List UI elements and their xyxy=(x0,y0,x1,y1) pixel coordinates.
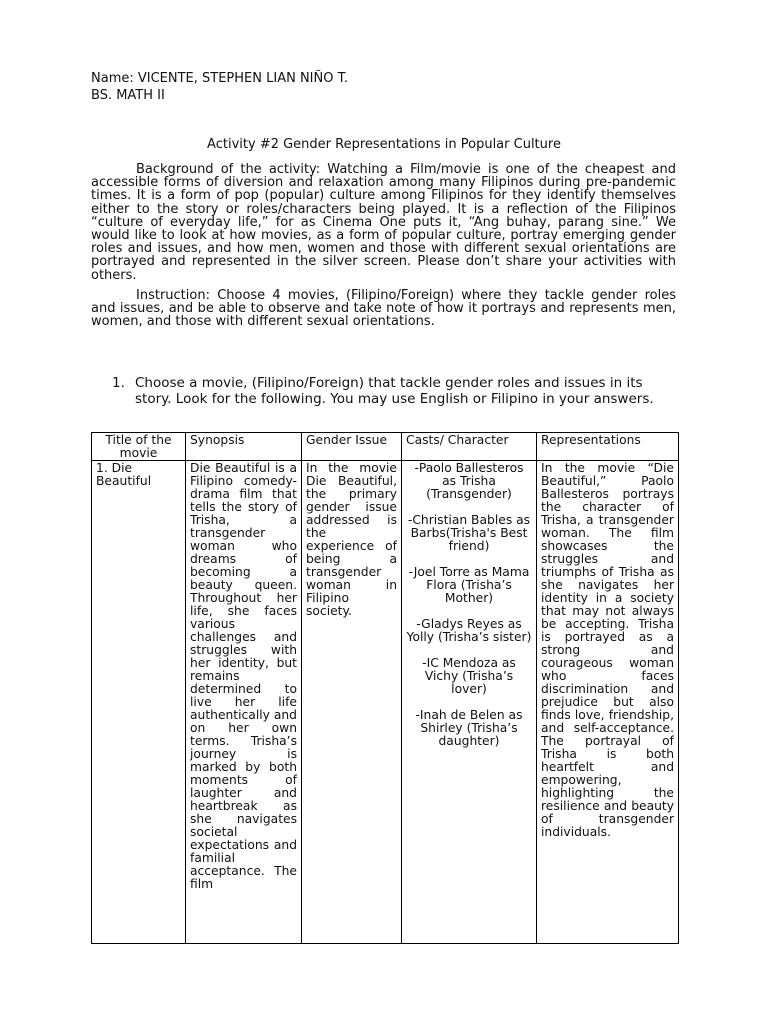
table-row xyxy=(92,461,679,944)
student-name: Name: VICENTE, STEPHEN LIAN NIÑO T. xyxy=(91,71,349,86)
cell-synopsis xyxy=(186,461,302,944)
cast-entry: -Gladys Reyes as Yolly (Trisha’s sister) xyxy=(406,617,532,644)
movie-table xyxy=(91,432,679,944)
header-casts: Casts/ Character xyxy=(402,433,537,461)
cast-entry: -Paolo Ballesteros as Trisha (Transgender) xyxy=(414,462,524,501)
movie-title: 1. Die Beautiful xyxy=(96,462,152,488)
question-text: Choose a movie, (Filipino/Foreign) that tackle gender roles and issues in its story. Look for the following. You may use English or Filipino in your answers. xyxy=(135,375,654,407)
header-synopsis: Synopsis xyxy=(186,433,302,461)
background-paragraph: Background of the activity: Watching a Film/movie is one of the cheapest and accessible forms of diversion and relaxation among many Filipinos during pre-pandemic times. It is a form of pop (popular) culture among Filipinos for they identify themselves either to the story or roles/characters being played. It is a reflection of the Filipinos “culture of everyday life,” for as Cinema One puts it, “Ang buhay, parang sine.” We would like to look at how movies, as a form of popular culture, portray emerging gender roles and issues, and how men, women and those with different sexual orientations are portrayed and represented in the silver screen. Please don’t share your activities with others. xyxy=(91,162,676,283)
cast-entry: -Inah de Belen as Shirley (Trisha’s daughter) xyxy=(415,708,523,748)
cell-title xyxy=(92,461,186,944)
table-header-row xyxy=(92,433,679,461)
student-course: BS. MATH II xyxy=(91,88,165,103)
cell-gender-issue xyxy=(302,461,402,944)
header-title: Title of the movie xyxy=(92,433,186,461)
representations-text: In the movie “Die Beautiful,” Paolo Ballesteros portrays the character of Trisha, a transgender woman. The film showcases the struggles and triumphs of Trisha as she navigates her identity in a society that may not always be accepting. Trisha is portrayed as a strong and courageous woman who faces discrimination and prejudice but also finds love, friendship, and self-acceptance. The portrayal of Trisha is both heartfelt and empowering, highlighting the resilience and beauty of transgender individuals. xyxy=(541,462,674,839)
instruction-paragraph: Instruction: Choose 4 movies, (Filipino/Foreign) where they tackle gender roles and issues, and be able to observe and take note of how it portrays and represents men, women, and those with different sexual orientations. xyxy=(91,288,676,330)
cast-list xyxy=(406,462,532,942)
synopsis-text: Die Beautiful is a Filipino comedy-drama film that tells the story of Trisha, a transgender woman who dreams of becoming a beauty queen. Throughout her life, she faces various challenges and struggles with her identity, but remains determined to live her life authentically and on her own terms. Trisha’s journey is marked by both moments of laughter and heartbreak as she navigates societal expectations and familial acceptance. The film xyxy=(190,462,297,891)
gender-issue-text: In the movie Die Beautiful, the primary gender issue addressed is the experience of being a transgender woman in Filipino society. xyxy=(306,462,397,618)
cast-entry: -Joel Torre as Mama Flora (Trisha’s Mother) xyxy=(408,565,530,605)
cast-entry: -Christian Bables as Barbs(Trisha's Best friend) xyxy=(407,513,531,553)
header-representations: Representations xyxy=(537,433,679,461)
header-gender-issue: Gender Issue xyxy=(302,433,402,461)
activity-title: Activity #2 Gender Representations in Popular Culture xyxy=(207,137,561,152)
cell-casts xyxy=(402,461,537,944)
cell-representations xyxy=(537,461,679,944)
question-number: 1. xyxy=(112,375,125,391)
cast-entry: -IC Mendoza as Vichy (Trisha’s lover) xyxy=(422,656,516,696)
question-item xyxy=(112,375,682,407)
